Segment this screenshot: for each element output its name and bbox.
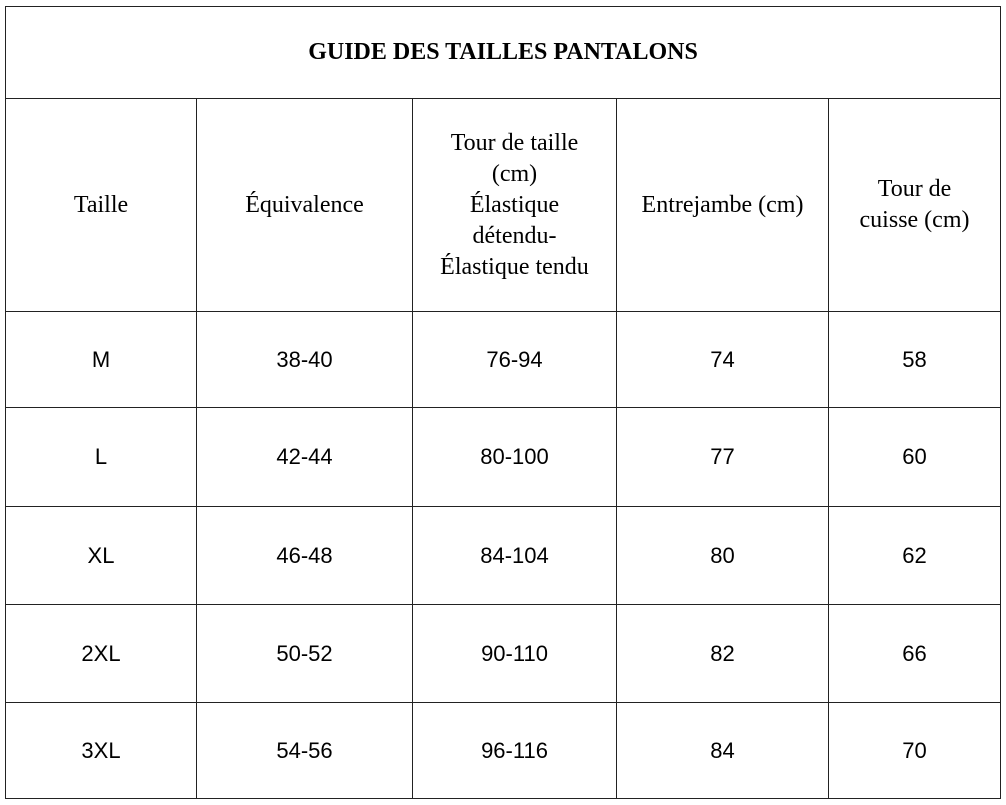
cell-tour-de-cuisse: 70: [829, 703, 1001, 799]
header-tour-de-taille: [413, 99, 617, 312]
cell-equivalence: 42-44: [197, 408, 413, 507]
cell-equivalence: 54-56: [197, 703, 413, 799]
header-line: Taille: [73, 191, 129, 218]
cell-tour-de-taille: 84-104: [413, 507, 617, 605]
cell-equivalence: 38-40: [197, 312, 413, 408]
cell-tour-de-cuisse: 66: [829, 605, 1001, 703]
header-row: [6, 99, 1001, 312]
cell-tour-de-taille: 80-100: [413, 408, 617, 507]
header-taille: [6, 99, 197, 312]
table-row: [6, 703, 1001, 799]
header-line: Entrejambe (cm): [641, 191, 804, 218]
cell-equivalence: 50-52: [197, 605, 413, 703]
header-tour-de-cuisse: [829, 99, 1001, 312]
cell-tour-de-taille: 96-116: [413, 703, 617, 799]
header-line: cuisse (cm): [859, 207, 970, 233]
cell-tour-de-cuisse: 60: [829, 408, 1001, 507]
cell-entrejambe: 74: [617, 312, 829, 408]
cell-entrejambe: 82: [617, 605, 829, 703]
cell-tour-de-taille: 90-110: [413, 605, 617, 703]
cell-tour-de-cuisse: 58: [829, 312, 1001, 408]
header-entrejambe: [617, 99, 829, 312]
size-guide-table: [5, 6, 1001, 799]
cell-entrejambe: 84: [617, 703, 829, 799]
table-row: [6, 408, 1001, 507]
cell-taille: XL: [6, 507, 197, 605]
table-row: [6, 507, 1001, 605]
header-line: Tour de taille: [450, 129, 579, 156]
header-line: Équivalence: [245, 191, 364, 218]
cell-taille: L: [6, 408, 197, 507]
header-line: Élastique: [469, 191, 560, 218]
header-line: détendu-: [472, 222, 557, 249]
header-line: Tour de: [877, 176, 952, 202]
cell-tour-de-taille: 76-94: [413, 312, 617, 408]
table-title: GUIDE DES TAILLES PANTALONS: [6, 7, 1001, 99]
cell-equivalence: 46-48: [197, 507, 413, 605]
header-equivalence: [197, 99, 413, 312]
table-row: [6, 605, 1001, 703]
header-line: (cm): [491, 160, 538, 187]
cell-entrejambe: 80: [617, 507, 829, 605]
cell-taille: 2XL: [6, 605, 197, 703]
header-line: Élastique tendu: [440, 253, 589, 280]
table-row: [6, 312, 1001, 408]
cell-tour-de-cuisse: 62: [829, 507, 1001, 605]
cell-taille: M: [6, 312, 197, 408]
cell-taille: 3XL: [6, 703, 197, 799]
cell-entrejambe: 77: [617, 408, 829, 507]
title-row: [6, 7, 1001, 99]
